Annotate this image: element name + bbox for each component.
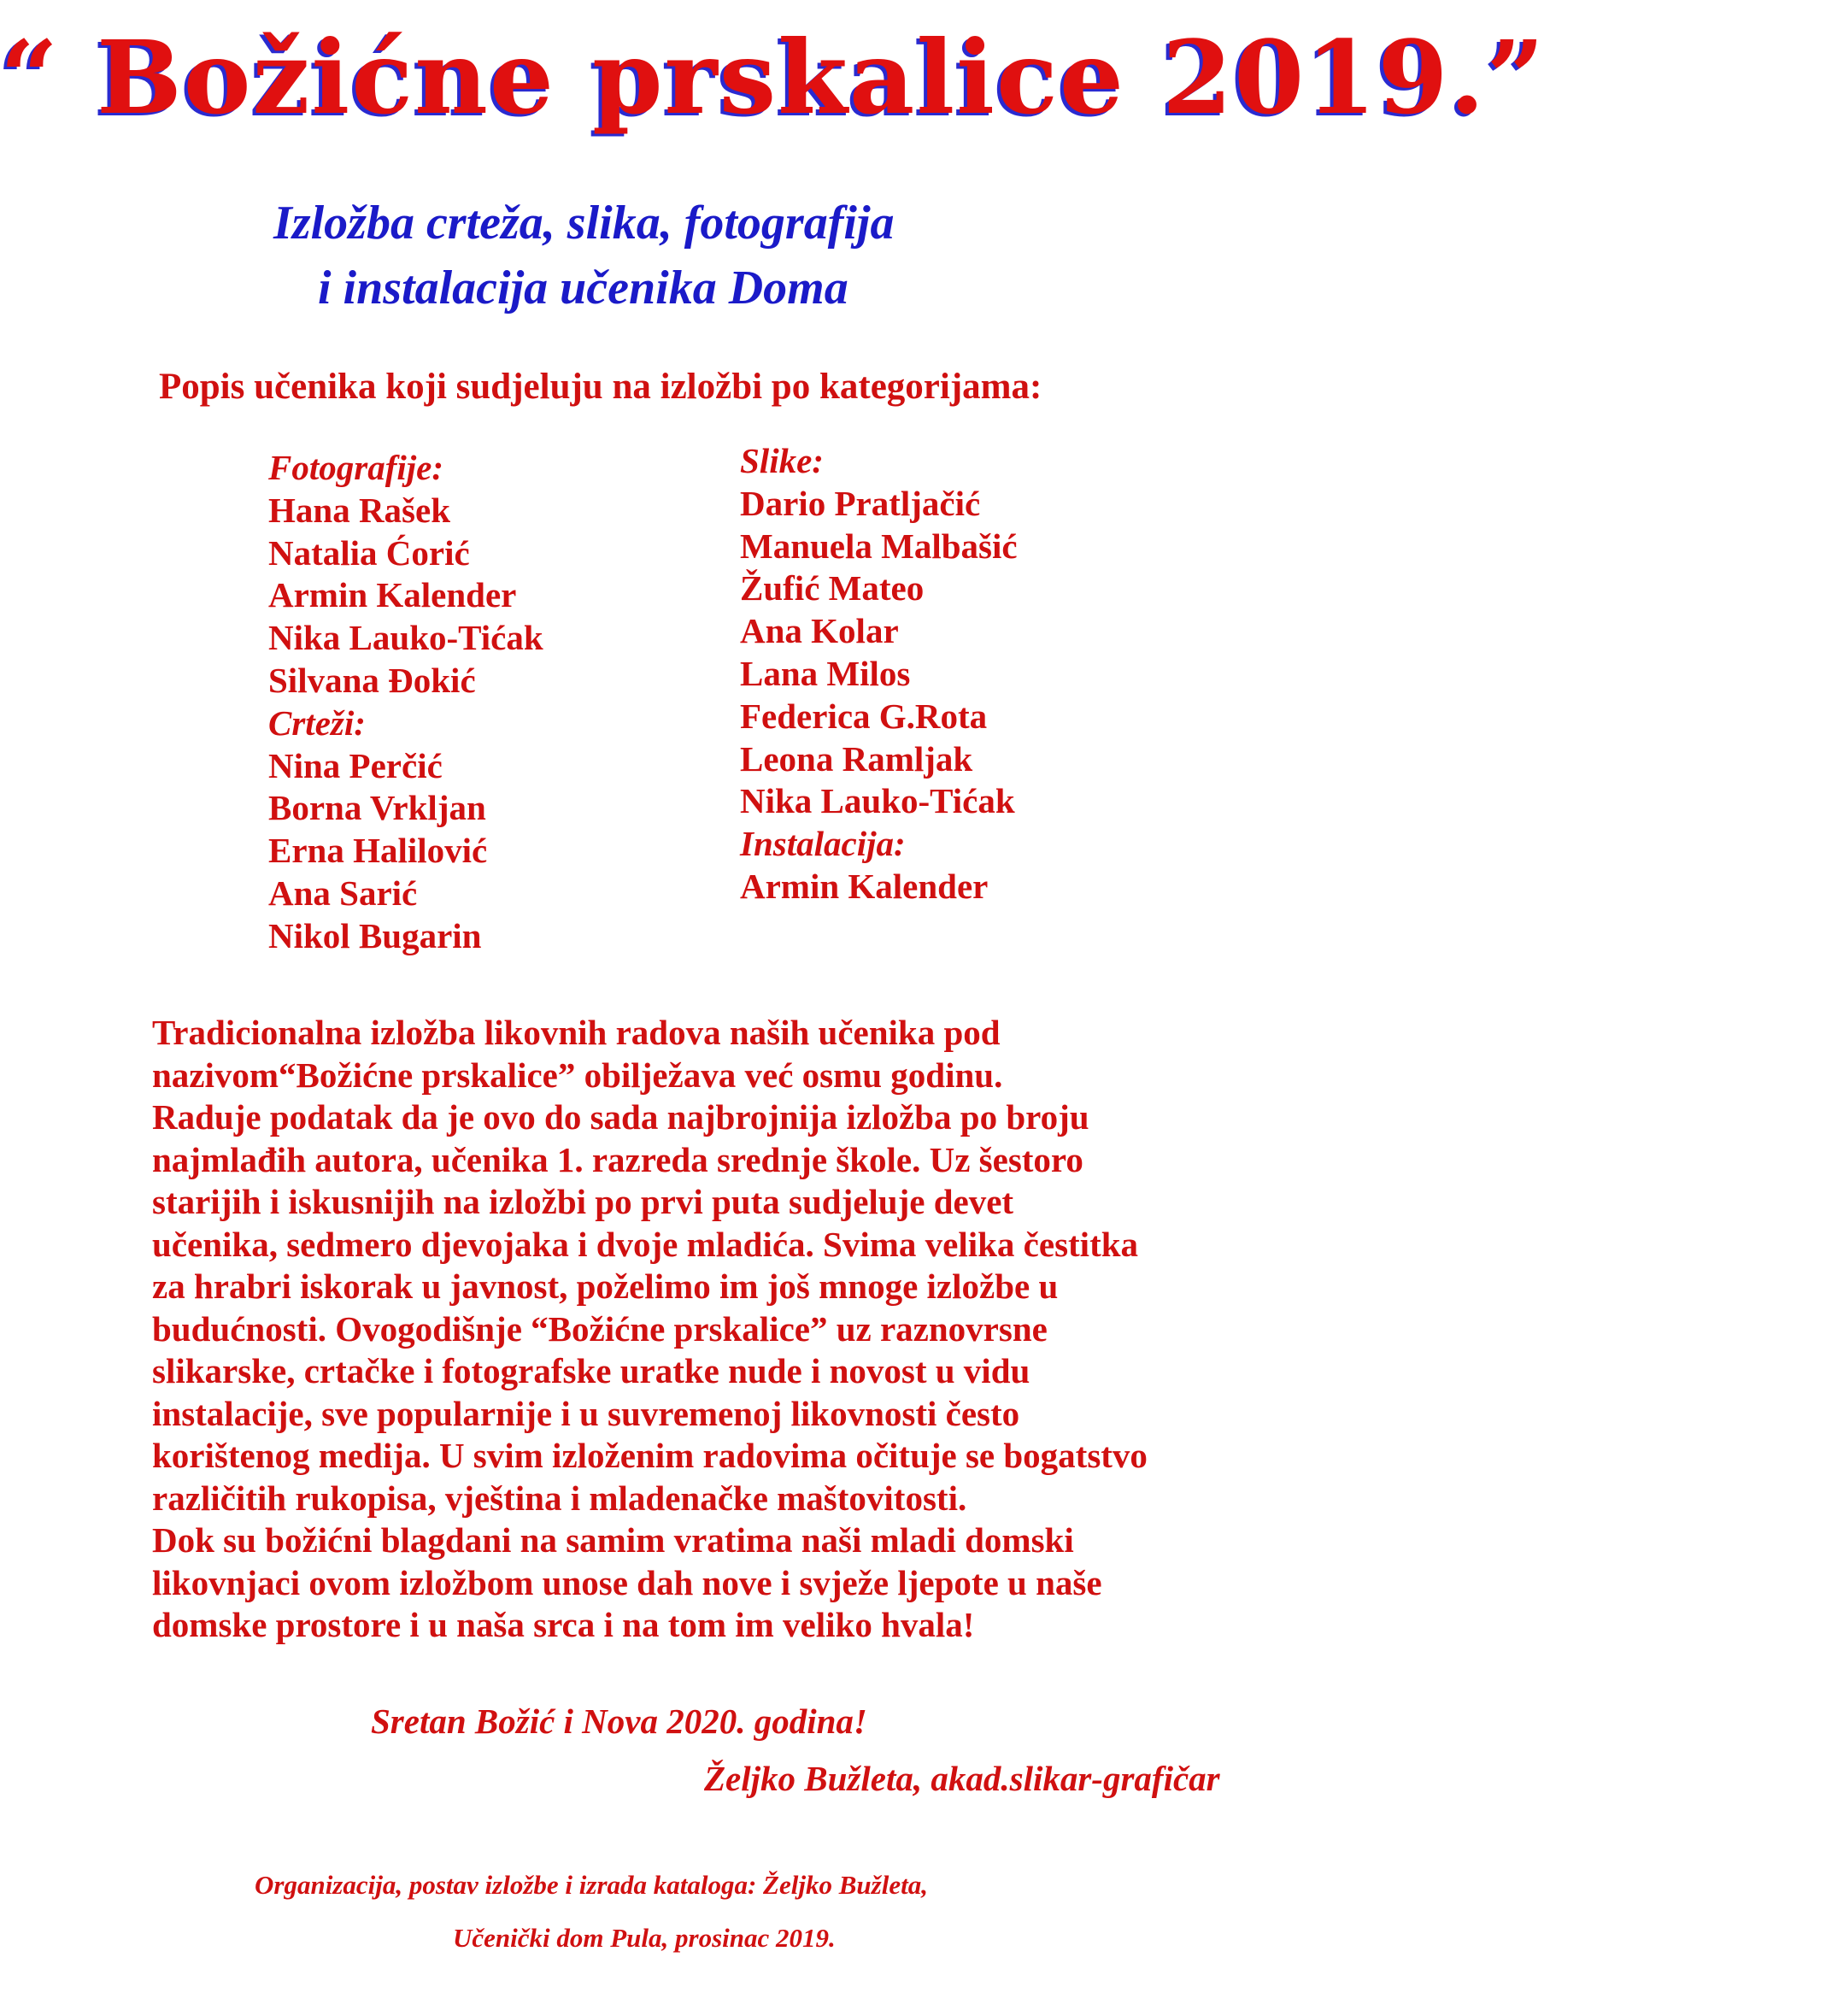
left-column-list — [268, 447, 543, 958]
body-line: Dok su božićni blagdani na samim vratima naši mladi domski — [152, 1520, 1074, 1560]
category-label: Fotografije: — [268, 448, 443, 487]
body-line: za hrabri iskorak u javnost, poželimo im još mnoge izložbe u — [152, 1267, 1059, 1306]
list-item: Leona Ramljak — [740, 738, 973, 779]
list-item: Armin Kalender — [740, 866, 989, 906]
body-line: instalacije, sve popularnije i u suvremenoj likovnosti često — [152, 1393, 1020, 1433]
body-line: Raduje podatak da je ovo do sada najbrojnija izložba po broju — [152, 1097, 1089, 1137]
body-line: najmlađih autora, učenika 1. razreda srednje škole. Uz šestoro — [152, 1139, 1083, 1179]
body-line: likovnjaci ovom izložbom unose dah nove i svježe ljepote u naše — [152, 1562, 1102, 1602]
list-item: Armin Kalender — [268, 575, 517, 615]
body-line: slikarske, crtačke i fotografske uratke nude i novost u vidu — [152, 1351, 1030, 1390]
list-item: Žufić Mateo — [740, 568, 925, 608]
list-item: Silvana Đokić — [268, 660, 476, 700]
category-label: Slike: — [740, 441, 824, 480]
category-label: Crteži: — [268, 702, 366, 743]
list-item: Nika Lauko-Tićak — [740, 781, 1015, 821]
subtitle-line-1: Izložba crteža, slika, fotografija — [273, 197, 895, 250]
body-line: Tradicionalna izložba likovnih radova naših učenika pod — [152, 1013, 1001, 1052]
body-line: različitih rukopisa, vještina i mladenačke maštovitosti. — [152, 1478, 967, 1518]
list-item: Nina Perčić — [268, 745, 443, 785]
list-heading: Popis učenika koji sudjeluju na izložbi po kategorijama: — [159, 367, 1042, 407]
right-column-list — [740, 440, 1018, 908]
list-item: Nika Lauko-Tićak — [268, 618, 543, 658]
body-line: nazivom“Božićne prskalice” obilježava već osmu godinu. — [152, 1055, 1003, 1095]
page-title: “ Božićne prskalice 2019.” — [0, 18, 1547, 137]
list-item: Manuela Malbašić — [740, 526, 1018, 566]
list-item: Lana Milos — [740, 653, 911, 693]
list-item: Hana Rašek — [268, 490, 451, 530]
footer-line-2: Učenički dom Pula, prosinac 2019. — [453, 1923, 836, 1953]
subtitle-line-2: i instalacija učenika Doma — [318, 262, 848, 314]
list-item: Dario Pratljačić — [740, 483, 981, 523]
list-item: Erna Halilović — [268, 831, 488, 871]
category-label: Instalacija: — [740, 824, 906, 864]
list-item: Nikol Bugarin — [268, 915, 482, 955]
footer-line-1: Organizacija, postav izložbe i izrada kataloga: Željko Bužleta, — [255, 1870, 928, 1900]
list-item: Federica G.Rota — [740, 696, 988, 736]
body-line: korištenog medija. U svim izloženim radovima očituje se bogatstvo — [152, 1436, 1148, 1475]
list-item: Natalia Ćorić — [268, 532, 470, 573]
body-line: starijih i iskusnijih na izložbi po prvi puta sudjeluje devet — [152, 1182, 1014, 1221]
body-line: domske prostore i u naša srca i na tom im veliko hvala! — [152, 1605, 975, 1644]
list-item: Ana Kolar — [740, 611, 899, 651]
signature: Željko Bužleta, akad.slikar-grafičar — [704, 1759, 1220, 1798]
body-paragraph — [152, 1012, 1263, 1647]
list-item: Ana Sarić — [268, 873, 418, 913]
body-line: učenika, sedmero djevojaka i dvoje mladića. Svima velika čestitka — [152, 1224, 1139, 1264]
greeting: Sretan Božić i Nova 2020. godina! — [371, 1702, 867, 1741]
list-item: Borna Vrkljan — [268, 788, 486, 828]
body-line: budućnosti. Ovogodišnje “Božićne prskalice” uz raznovrsne — [152, 1308, 1048, 1349]
